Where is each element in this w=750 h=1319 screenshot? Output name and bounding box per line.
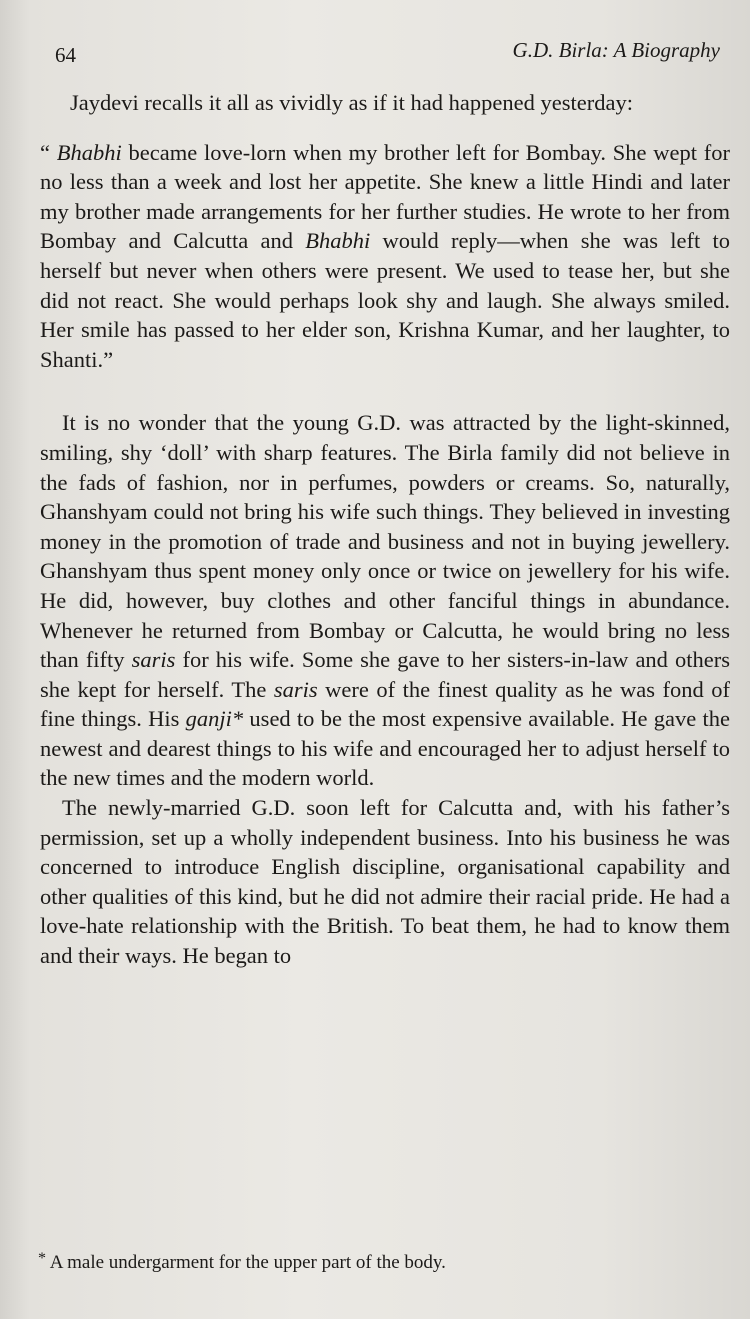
page-number: 64 — [55, 43, 76, 67]
term-saris: saris — [131, 647, 176, 673]
body-paragraph-1 — [40, 408, 730, 793]
body-paragraph-2: The newly-married G.D. soon left for Calcutta and, with his father’s permission, set up a wholly independent business. Into his business he was concerned to introduce English discipline, organisational capability and other qualities of this kind, but he did not admire their racial pride. He had a love-hate relationship with the British. To beat them, he had to know them and their ways. He began to — [40, 795, 730, 969]
quote-text-part: became love-lorn when my brother left for Bombay. She wept for no less than a week and lost her appetite. She knew a little Hindi and later my brother made arrangements for her further studies. He wrote to her from Bombay and Calcutta and — [40, 139, 730, 254]
quote-term-bhabhi: Bhabhi — [56, 139, 122, 165]
term-ganji: ganji* — [185, 706, 244, 732]
term-saris: saris — [273, 676, 318, 702]
paragraph-text-part: used to be the most expensive available. He gave the newest and dearest things to his wife and encouraged her to adjust herself to the new times and the modern world. — [40, 706, 730, 791]
paragraph-text-part: It is no wonder that the young G.D. was attracted by the light-skinned, smiling, shy ‘doll’ with sharp features. The Birla family did not believe in the fads of fashion, nor in perfumes, powders or creams. So, naturally, Ghanshyam could not bring his wife such things. They believed in investing money in the promotion of trade and business and not in buying jewellery. Ghanshyam thus spent money only once or twice on jewellery for his wife. He did, however, buy clothes and other fanciful things in abundance. Whenever he returned from Bombay or Calcutta, he would bring no less than fifty — [40, 410, 730, 673]
paragraph-text-part: for his wife. Some she gave to her sisters-in-law and others she kept for herself. The — [40, 647, 730, 702]
footnote-marker: * — [38, 1250, 46, 1267]
body-text — [40, 88, 730, 971]
quote-open-mark: “ — [40, 139, 57, 165]
footnote — [38, 1250, 728, 1274]
paragraph-text-part: were of the finest quality as he was fond of fine things. His — [40, 676, 730, 732]
intro-paragraph: Jaydevi recalls it all as vividly as if it had happened yesterday: — [70, 90, 633, 115]
footnote-text: A male undergarment for the upper part of the body. — [46, 1252, 446, 1273]
quote-paragraph — [40, 138, 730, 375]
running-head: G.D. Birla: A Biography — [512, 38, 720, 62]
quote-text-part: would reply—when she was left to herself but never when others were present. We used to tease her, but she did not react. She would perhaps look shy and laugh. She always smiled. Her smile has passed to her elder son, Krishna Kumar, and her laughter, to Shanti.” — [40, 228, 730, 372]
quote-term-bhabhi: Bhabhi — [305, 228, 371, 254]
